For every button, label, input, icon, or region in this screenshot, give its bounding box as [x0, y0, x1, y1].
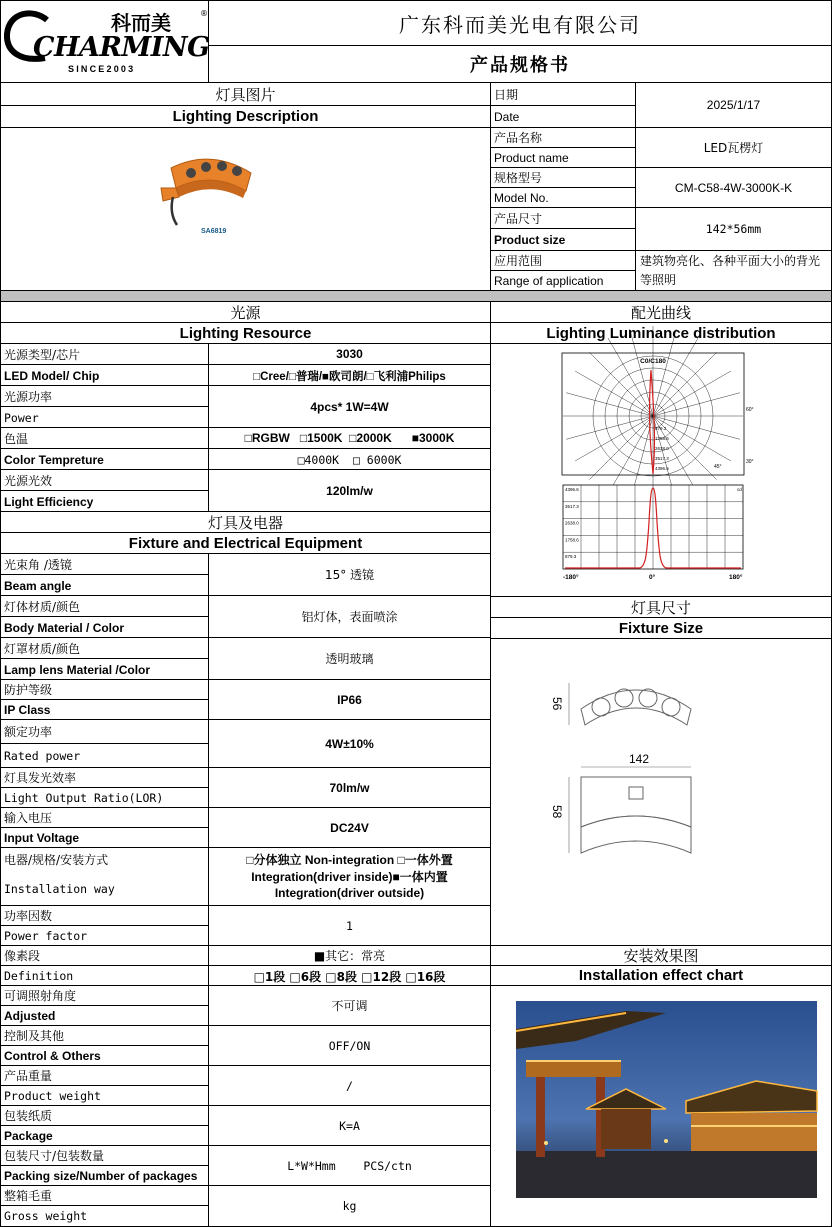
- package-value-text: K=A: [339, 1118, 360, 1133]
- cartesian-unit: cd: [737, 487, 742, 492]
- cartesian-y-label: 4396.6: [565, 487, 579, 492]
- company-name-text: 广东科而美光电有限公司: [399, 12, 641, 37]
- gross-weight-value-text: kg: [342, 1199, 357, 1213]
- adjusted-en: Adjusted: [4, 1009, 56, 1023]
- light-source-en-text: Lighting Resource: [179, 324, 312, 342]
- power-value: [208, 385, 491, 428]
- ip-label-en: IP Class: [4, 703, 51, 717]
- polar-title: C0/C180: [640, 358, 666, 365]
- chip-brand-options: □Cree/□普瑞/■欧司朗/□飞利浦Philips: [253, 370, 446, 383]
- info-date-value-text: 2025/1/17: [706, 98, 761, 112]
- info-name-en: Product name: [494, 151, 569, 165]
- weight-value-text: /: [346, 1078, 353, 1093]
- front-view-outline: [581, 777, 691, 827]
- rated-power-cn: 额定功率: [4, 725, 53, 739]
- cartesian-y-label: 2638.0: [565, 520, 579, 526]
- logo-cell: [0, 0, 209, 83]
- info-range-value-text: 建筑物亮化、各种平面大小的背光等照明: [640, 253, 821, 287]
- polar-value-label: 2638.0: [655, 446, 669, 451]
- voltage-label-en: Input Voltage: [4, 831, 80, 845]
- chip-label: [0, 343, 209, 386]
- product-end-cap: [161, 188, 179, 201]
- plaza-ground: [516, 1151, 817, 1198]
- control-cn: 控制及其他: [4, 1029, 65, 1043]
- rated-power-en: Rated power: [4, 749, 81, 763]
- installation-photo: [516, 1001, 817, 1198]
- cartesian-y-label: 3517.3: [565, 503, 579, 509]
- power-label-cn: 光源功率: [4, 389, 53, 404]
- info-model-value: [635, 167, 832, 208]
- top-view-outline: [581, 690, 691, 725]
- polar-value-label: 4396.6: [655, 466, 669, 471]
- lor-label-cn: 灯具发光效率: [4, 771, 77, 785]
- weight-label: [0, 1065, 209, 1106]
- lighting-description-en-text: Lighting Description: [172, 108, 319, 125]
- luminance-cn: [490, 301, 832, 323]
- info-date-value: [635, 82, 832, 128]
- lor-label: [0, 767, 209, 808]
- cartesian-x-max: 180°: [729, 574, 743, 581]
- logo-en-text: CHARMING: [33, 32, 210, 63]
- info-model-value-text: CM-C58-4W-3000K-K: [674, 180, 793, 195]
- gate-beam: [526, 1061, 621, 1077]
- rated-power-value: [208, 719, 491, 768]
- cct-options-1: □RGBW □1500K □2000K ■3000K: [244, 431, 455, 445]
- cct-value: [208, 427, 491, 470]
- light-source-cn: [0, 301, 491, 323]
- lens-material-value: [208, 637, 491, 680]
- installation-way-label: [0, 847, 209, 906]
- info-range-value: [635, 250, 832, 291]
- installation-cn-text: 安装效果图: [623, 947, 699, 965]
- luminance-en: [490, 322, 832, 344]
- beam-value: [208, 553, 491, 596]
- adjusted-label: [0, 985, 209, 1026]
- rated-power-label: [0, 719, 209, 768]
- polar-angle-30: 30°: [746, 459, 754, 465]
- building-facade: [691, 1113, 817, 1151]
- info-range-cn: 应用范围: [494, 254, 543, 268]
- polar-grid: [563, 326, 743, 506]
- info-range-en: Range of application: [494, 274, 604, 288]
- product-lens-2: [201, 162, 211, 172]
- info-date-en: Date: [494, 110, 520, 124]
- definition-option-1: ■其它：常亮: [313, 949, 386, 963]
- luminance-en-text: Lighting Luminance distribution: [546, 324, 776, 342]
- installation-cn: [490, 945, 832, 966]
- street-lamp-1: [544, 1141, 548, 1145]
- power-label-en: Power: [4, 410, 39, 425]
- beam-value-text: 15° 透镜: [324, 568, 375, 582]
- voltage-value-text: DC24V: [330, 820, 369, 835]
- doc-title: [208, 45, 832, 83]
- package-label: [0, 1105, 209, 1146]
- installation-option-line1: □分体独立 Non-integration □一体外置: [246, 852, 453, 867]
- definition-label: [0, 945, 209, 986]
- fixture-size-cn-text: 灯具尺寸: [630, 598, 691, 617]
- luminance-chart-cell: [490, 343, 832, 597]
- pavilion-body: [601, 1109, 651, 1149]
- light-source-en: [0, 322, 491, 344]
- cct-options-2: □4000K □ 6000K: [297, 452, 402, 467]
- installation-option-line2: Integration(driver inside)■一体内置: [251, 869, 448, 884]
- info-name-value: [635, 127, 832, 168]
- light-source-cn-text: 光源: [230, 303, 261, 322]
- power-factor-cn: 功率因数: [4, 909, 53, 923]
- lens-material-cn: 灯罩材质/颜色: [4, 641, 81, 656]
- cct-label-en: Color Tempreture: [4, 452, 104, 467]
- lor-value-text: 70lm/w: [329, 780, 370, 795]
- luminance-cn-text: 配光曲线: [630, 303, 691, 322]
- top-view-lens-1: [592, 698, 610, 716]
- rated-power-value-text: 4W±10%: [325, 736, 374, 751]
- adjusted-cn: 可调照射角度: [4, 989, 77, 1003]
- gross-weight-cn: 整箱毛重: [4, 1189, 53, 1203]
- efficacy-label-cn: 光源光效: [4, 473, 53, 488]
- voltage-value: [208, 807, 491, 848]
- installation-way-cn: 电器/规格/安装方式: [4, 852, 109, 867]
- power-factor-en: Power factor: [4, 929, 88, 943]
- info-model-en: Model No.: [494, 191, 549, 205]
- installation-en: [490, 965, 832, 986]
- front-view-base: [581, 816, 691, 853]
- beam-label-en: Beam angle: [4, 578, 72, 593]
- cartesian-chart: [551, 482, 751, 592]
- polar-angle-60: 60°: [746, 407, 754, 413]
- top-view-lens-2: [615, 689, 633, 707]
- package-cn: 包装纸质: [4, 1109, 53, 1123]
- logo-reg-mark: ®: [200, 9, 208, 18]
- info-name-cn: 产品名称: [494, 131, 543, 145]
- lens-material-value-text: 透明玻璃: [325, 652, 374, 666]
- product-lens-1: [186, 168, 196, 178]
- charming-logo: [3, 4, 210, 78]
- fixture-size-cn: [490, 596, 832, 618]
- dim-height-top: 56: [550, 697, 564, 711]
- lor-label-en: Light Output Ratio(LOR): [4, 791, 164, 805]
- info-name-label: [490, 127, 636, 168]
- cct-label-cn: 色温: [4, 431, 29, 446]
- front-view-connector: [629, 787, 643, 799]
- info-size-cn: 产品尺寸: [494, 211, 543, 226]
- ip-label-cn: 防护等级: [4, 683, 53, 697]
- voltage-label-cn: 输入电压: [4, 811, 53, 825]
- gross-weight-label: [0, 1185, 209, 1227]
- packing-size-en: Packing size/Number of packages: [4, 1169, 198, 1183]
- installation-way-value: [208, 847, 491, 906]
- body-material-cn: 灯体材质/颜色: [4, 599, 81, 614]
- cartesian-y-label: 1758.6: [565, 537, 579, 543]
- definition-value: [208, 945, 491, 986]
- power-factor-value-text: 1: [346, 918, 353, 933]
- info-name-value-text: LED瓦楞灯: [703, 141, 764, 155]
- product-cable: [172, 197, 177, 225]
- lens-material-en: Lamp lens Material /Color: [4, 662, 151, 677]
- efficacy-value: [208, 469, 491, 512]
- packing-size-label: [0, 1145, 209, 1186]
- weight-value: [208, 1065, 491, 1106]
- polar-value-label: 1758.6: [655, 436, 669, 441]
- body-material-en: Body Material / Color: [4, 620, 125, 635]
- fixture-size-drawing-cell: [490, 638, 832, 946]
- street-lamp-2: [664, 1139, 668, 1143]
- fixture-size-en: [490, 617, 832, 639]
- ip-value: [208, 679, 491, 720]
- packing-size-value: [208, 1145, 491, 1186]
- product-photo-label: SA6819: [201, 228, 227, 235]
- product-lens-3: [217, 161, 227, 171]
- body-material-value: [208, 595, 491, 638]
- power-factor-label: [0, 905, 209, 946]
- control-en: Control & Others: [4, 1049, 101, 1063]
- definition-option-2: □1段 □6段 □8段 □12段 □16段: [253, 969, 446, 984]
- power-factor-value: [208, 905, 491, 946]
- ip-label: [0, 679, 209, 720]
- control-value: [208, 1025, 491, 1066]
- fixture-cn: [0, 511, 491, 533]
- info-date-label: [490, 82, 636, 128]
- voltage-label: [0, 807, 209, 848]
- info-model-cn: 规格型号: [494, 171, 543, 185]
- company-name: [208, 0, 832, 46]
- adjusted-value: [208, 985, 491, 1026]
- info-model-label: [490, 167, 636, 208]
- efficacy-label-en: Light Efficiency: [4, 494, 94, 509]
- product-photo-cell: [0, 127, 491, 291]
- polar-angle-45: 45°: [714, 464, 722, 470]
- weight-en: Product weight: [4, 1089, 101, 1103]
- cartesian-x-min: -180°: [563, 574, 579, 581]
- lighting-description-cn: [0, 82, 491, 106]
- installation-photo-cell: [490, 985, 832, 1227]
- efficacy-value-text: 120lm/w: [326, 483, 373, 498]
- adjusted-value-text: 不可调: [331, 999, 368, 1013]
- dim-height-bottom: 58: [550, 805, 564, 819]
- info-size-label: [490, 207, 636, 251]
- top-view-lens-4: [662, 698, 680, 716]
- polar-value-label: 3517.3: [655, 456, 669, 461]
- lens-material-label: [0, 637, 209, 680]
- installation-option-line3: Integration(driver outside): [274, 886, 425, 900]
- gate-pillar-left: [536, 1077, 545, 1157]
- dim-width: 142: [629, 752, 650, 766]
- info-size-en: Product size: [494, 233, 566, 247]
- beam-label: [0, 553, 209, 596]
- installation-en-text: Installation effect chart: [578, 967, 744, 984]
- efficacy-label: [0, 469, 209, 512]
- control-value-text: OFF/ON: [328, 1038, 371, 1053]
- gross-weight-en: Gross weight: [4, 1209, 88, 1223]
- definition-en: Definition: [4, 969, 74, 983]
- dimension-drawing: [541, 677, 771, 867]
- cct-label: [0, 427, 209, 470]
- beam-label-cn: 光束角 /透镜: [4, 557, 72, 572]
- product-photo: [151, 153, 261, 238]
- info-range-label: [490, 250, 636, 291]
- fixture-size-en-text: Fixture Size: [618, 619, 704, 637]
- ip-value-text: IP66: [337, 692, 362, 707]
- chip-label-cn: 光源类型/芯片: [4, 347, 81, 362]
- doc-title-text: 产品规格书: [470, 55, 570, 76]
- control-label: [0, 1025, 209, 1066]
- package-en: Package: [4, 1129, 53, 1143]
- info-size-value: [635, 207, 832, 251]
- cartesian-y-label: 879.3: [565, 554, 577, 560]
- fixture-en-text: Fixture and Electrical Equipment: [128, 534, 363, 552]
- weight-cn: 产品重量: [4, 1069, 53, 1083]
- fixture-cn-text: 灯具及电器: [207, 513, 283, 532]
- packing-size-value-text: L*W*Hmm PCS/ctn: [287, 1158, 412, 1173]
- body-material-value-text: 铝灯体，表面喷涂: [301, 610, 398, 624]
- installation-way-en: Installation way: [4, 882, 115, 896]
- fixture-en: [0, 532, 491, 554]
- chip-label-en: LED Model/ Chip: [4, 368, 100, 383]
- cartesian-x-mid: 0°: [649, 574, 656, 581]
- product-lens-4: [232, 166, 242, 176]
- packing-size-cn: 包装尺寸/包装数量: [4, 1149, 105, 1163]
- polar-chart: [561, 352, 761, 477]
- info-size-value-text: 142*56mm: [705, 222, 762, 236]
- body-material-label: [0, 595, 209, 638]
- lighting-description-en: [0, 105, 491, 128]
- power-value-text: 4pcs* 1W=4W: [310, 399, 389, 414]
- gross-weight-value: [208, 1185, 491, 1227]
- power-label: [0, 385, 209, 428]
- logo-cn-text: 科而美: [111, 11, 171, 35]
- info-date-cn: 日期: [494, 87, 519, 102]
- logo-since-text: SINCE2003: [68, 64, 136, 74]
- chip-type-value: 3030: [336, 347, 363, 361]
- chip-value: [208, 343, 491, 386]
- top-view-lens-3: [639, 689, 657, 707]
- definition-cn: 像素段: [4, 949, 41, 963]
- lor-value: [208, 767, 491, 808]
- polar-value-label: 879.3: [655, 426, 667, 431]
- lighting-description-cn-text: 灯具图片: [215, 85, 276, 104]
- package-value: [208, 1105, 491, 1146]
